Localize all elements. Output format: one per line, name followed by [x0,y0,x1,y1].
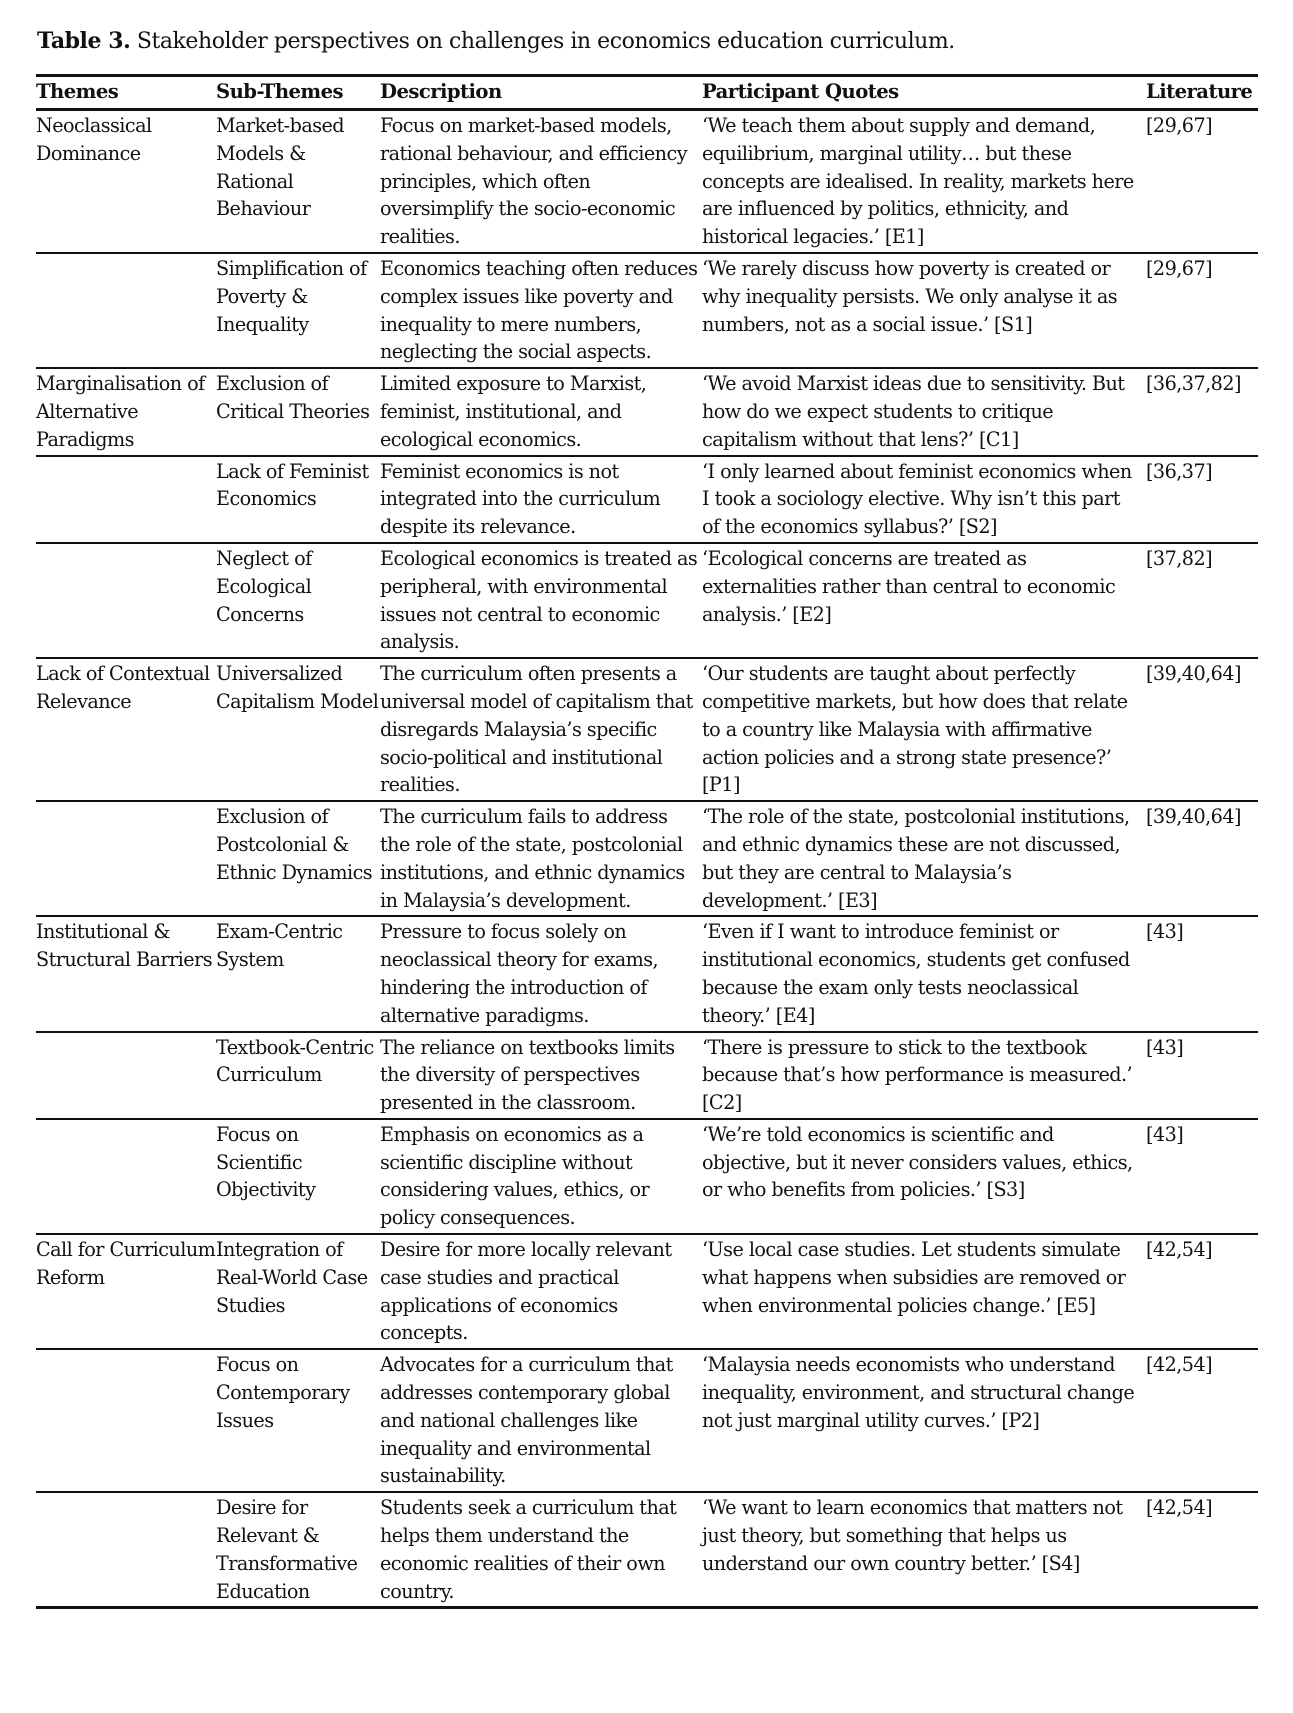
header-participant-quotes: Participant Quotes [698,76,1140,110]
participant-quote-cell: ‘We teach them about supply and demand, equilibrium, marginal utility… but these concepts are idealised. In reality, markets here are influenced by politics, ethnicity, and historical legacies.’ [E1] [698,110,1140,253]
table-row [36,1492,1258,1608]
header-row [36,76,1258,110]
sub-theme-cell: Universalized Capitalism Model [216,658,380,801]
literature-cell: [42,54] [1140,1234,1258,1349]
theme-cell [36,1032,216,1119]
description-cell: Economics teaching often reduces complex issues like poverty and inequality to mere numbers, neglecting the social aspects. [380,253,698,368]
participant-quote-cell: ‘Malaysia needs economists who understand inequality, environment, and structural change not just marginal utility curves.’ [P2] [698,1349,1140,1492]
sub-theme-cell: Desire for Relevant & Transformative Education [216,1492,380,1608]
sub-theme-cell: Textbook-Centric Curriculum [216,1032,380,1119]
description-cell: Emphasis on economics as a scientific discipline without considering values, ethics, or policy consequences. [380,1119,698,1234]
table-row [36,110,1258,253]
table-header [36,76,1258,110]
theme-cell: Marginalisation of Alternative Paradigms [36,368,216,455]
header-themes: Themes [36,76,216,110]
participant-quote-cell: ‘There is pressure to stick to the textbook because that’s how performance is measured.’ [C2] [698,1032,1140,1119]
participant-quote-cell: ‘We rarely discuss how poverty is created or why inequality persists. We only analyse it as numbers, not as a social issue.’ [S1] [698,253,1140,368]
sub-theme-cell: Market-based Models & Rational Behaviour [216,110,380,253]
sub-theme-cell: Focus on Scientific Objectivity [216,1119,380,1234]
description-cell: Limited exposure to Marxist, feminist, institutional, and ecological economics. [380,368,698,455]
literature-cell: [37,82] [1140,543,1258,658]
literature-cell: [42,54] [1140,1349,1258,1492]
sub-theme-cell: Exclusion of Postcolonial & Ethnic Dynamics [216,801,380,916]
header-sub-themes: Sub-Themes [216,76,380,110]
sub-theme-cell: Exam-Centric System [216,916,380,1031]
literature-cell: [36,37] [1140,456,1258,543]
theme-cell [36,801,216,916]
description-cell: The reliance on textbooks limits the diversity of perspectives presented in the classroom. [380,1032,698,1119]
sub-theme-cell: Neglect of Ecological Concerns [216,543,380,658]
description-cell: Students seek a curriculum that helps them understand the economic realities of their own country. [380,1492,698,1608]
table-row [36,1119,1258,1234]
table-row [36,1349,1258,1492]
sub-theme-cell: Exclusion of Critical Theories [216,368,380,455]
theme-cell [36,1492,216,1608]
header-description: Description [380,76,698,110]
sub-theme-cell: Focus on Contemporary Issues [216,1349,380,1492]
theme-cell: Call for Curriculum Reform [36,1234,216,1349]
participant-quote-cell: ‘I only learned about feminist economics when I took a sociology elective. Why isn’t this part of the economics syllabus?’ [S2] [698,456,1140,543]
participant-quote-cell: ‘Ecological concerns are treated as externalities rather than central to economic analysis.’ [E2] [698,543,1140,658]
description-cell: Desire for more locally relevant case studies and practical applications of economics concepts. [380,1234,698,1349]
literature-cell: [43] [1140,1032,1258,1119]
description-cell: Advocates for a curriculum that addresses contemporary global and national challenges like inequality and environmental sustainability. [380,1349,698,1492]
sub-theme-cell: Integration of Real-World Case Studies [216,1234,380,1349]
table-caption [37,28,955,54]
table-row [36,368,1258,455]
literature-cell: [29,67] [1140,253,1258,368]
table-caption-label: Table 3. [37,28,131,54]
participant-quote-cell: ‘We’re told economics is scientific and objective, but it never considers values, ethics, or who benefits from policies.’ [S3] [698,1119,1140,1234]
literature-cell: [39,40,64] [1140,801,1258,916]
participant-quote-cell: ‘Even if I want to introduce feminist or institutional economics, students get confused because the exam only tests neoclassical theory.’ [E4] [698,916,1140,1031]
theme-cell [36,253,216,368]
theme-cell: Lack of Contextual Relevance [36,658,216,801]
table-body [36,110,1258,1608]
description-cell: Focus on market-based models, rational behaviour, and efficiency principles, which often oversimplify the socio-economic realities. [380,110,698,253]
literature-cell: [39,40,64] [1140,658,1258,801]
table-row [36,253,1258,368]
literature-cell: [42,54] [1140,1492,1258,1608]
stakeholder-perspectives-table [36,74,1258,1609]
table-row [36,1234,1258,1349]
table-row [36,543,1258,658]
participant-quote-cell: ‘Our students are taught about perfectly competitive markets, but how does that relate to a country like Malaysia with affirmative action policies and a strong state presence?’ [P1] [698,658,1140,801]
table-row [36,916,1258,1031]
literature-cell: [43] [1140,916,1258,1031]
table-caption-text: Stakeholder perspectives on challenges in economics education curriculum. [130,29,955,54]
theme-cell: Institutional & Structural Barriers [36,916,216,1031]
theme-cell [36,1119,216,1234]
header-literature: Literature [1140,76,1258,110]
description-cell: Ecological economics is treated as peripheral, with environmental issues not central to economic analysis. [380,543,698,658]
sub-theme-cell: Lack of Feminist Economics [216,456,380,543]
participant-quote-cell: ‘We avoid Marxist ideas due to sensitivity. But how do we expect students to critique capitalism without that lens?’ [C1] [698,368,1140,455]
theme-cell [36,543,216,658]
literature-cell: [36,37,82] [1140,368,1258,455]
literature-cell: [29,67] [1140,110,1258,253]
table-row [36,658,1258,801]
participant-quote-cell: ‘We want to learn economics that matters not just theory, but something that helps us understand our own country better.’ [S4] [698,1492,1140,1608]
description-cell: Feminist economics is not integrated into the curriculum despite its relevance. [380,456,698,543]
description-cell: Pressure to focus solely on neoclassical theory for exams, hindering the introduction of alternative paradigms. [380,916,698,1031]
description-cell: The curriculum fails to address the role of the state, postcolonial institutions, and ethnic dynamics in Malaysia’s development. [380,801,698,916]
theme-cell: Neoclassical Dominance [36,110,216,253]
table-row [36,456,1258,543]
literature-cell: [43] [1140,1119,1258,1234]
table-row [36,801,1258,916]
participant-quote-cell: ‘Use local case studies. Let students simulate what happens when subsidies are removed or when environmental policies change.’ [E5] [698,1234,1140,1349]
participant-quote-cell: ‘The role of the state, postcolonial institutions, and ethnic dynamics these are not discussed, but they are central to Malaysia’s development.’ [E3] [698,801,1140,916]
table-row [36,1032,1258,1119]
theme-cell [36,456,216,543]
theme-cell [36,1349,216,1492]
description-cell: The curriculum often presents a universal model of capitalism that disregards Malaysia’s specific socio-political and institutional realities. [380,658,698,801]
sub-theme-cell: Simplification of Poverty & Inequality [216,253,380,368]
